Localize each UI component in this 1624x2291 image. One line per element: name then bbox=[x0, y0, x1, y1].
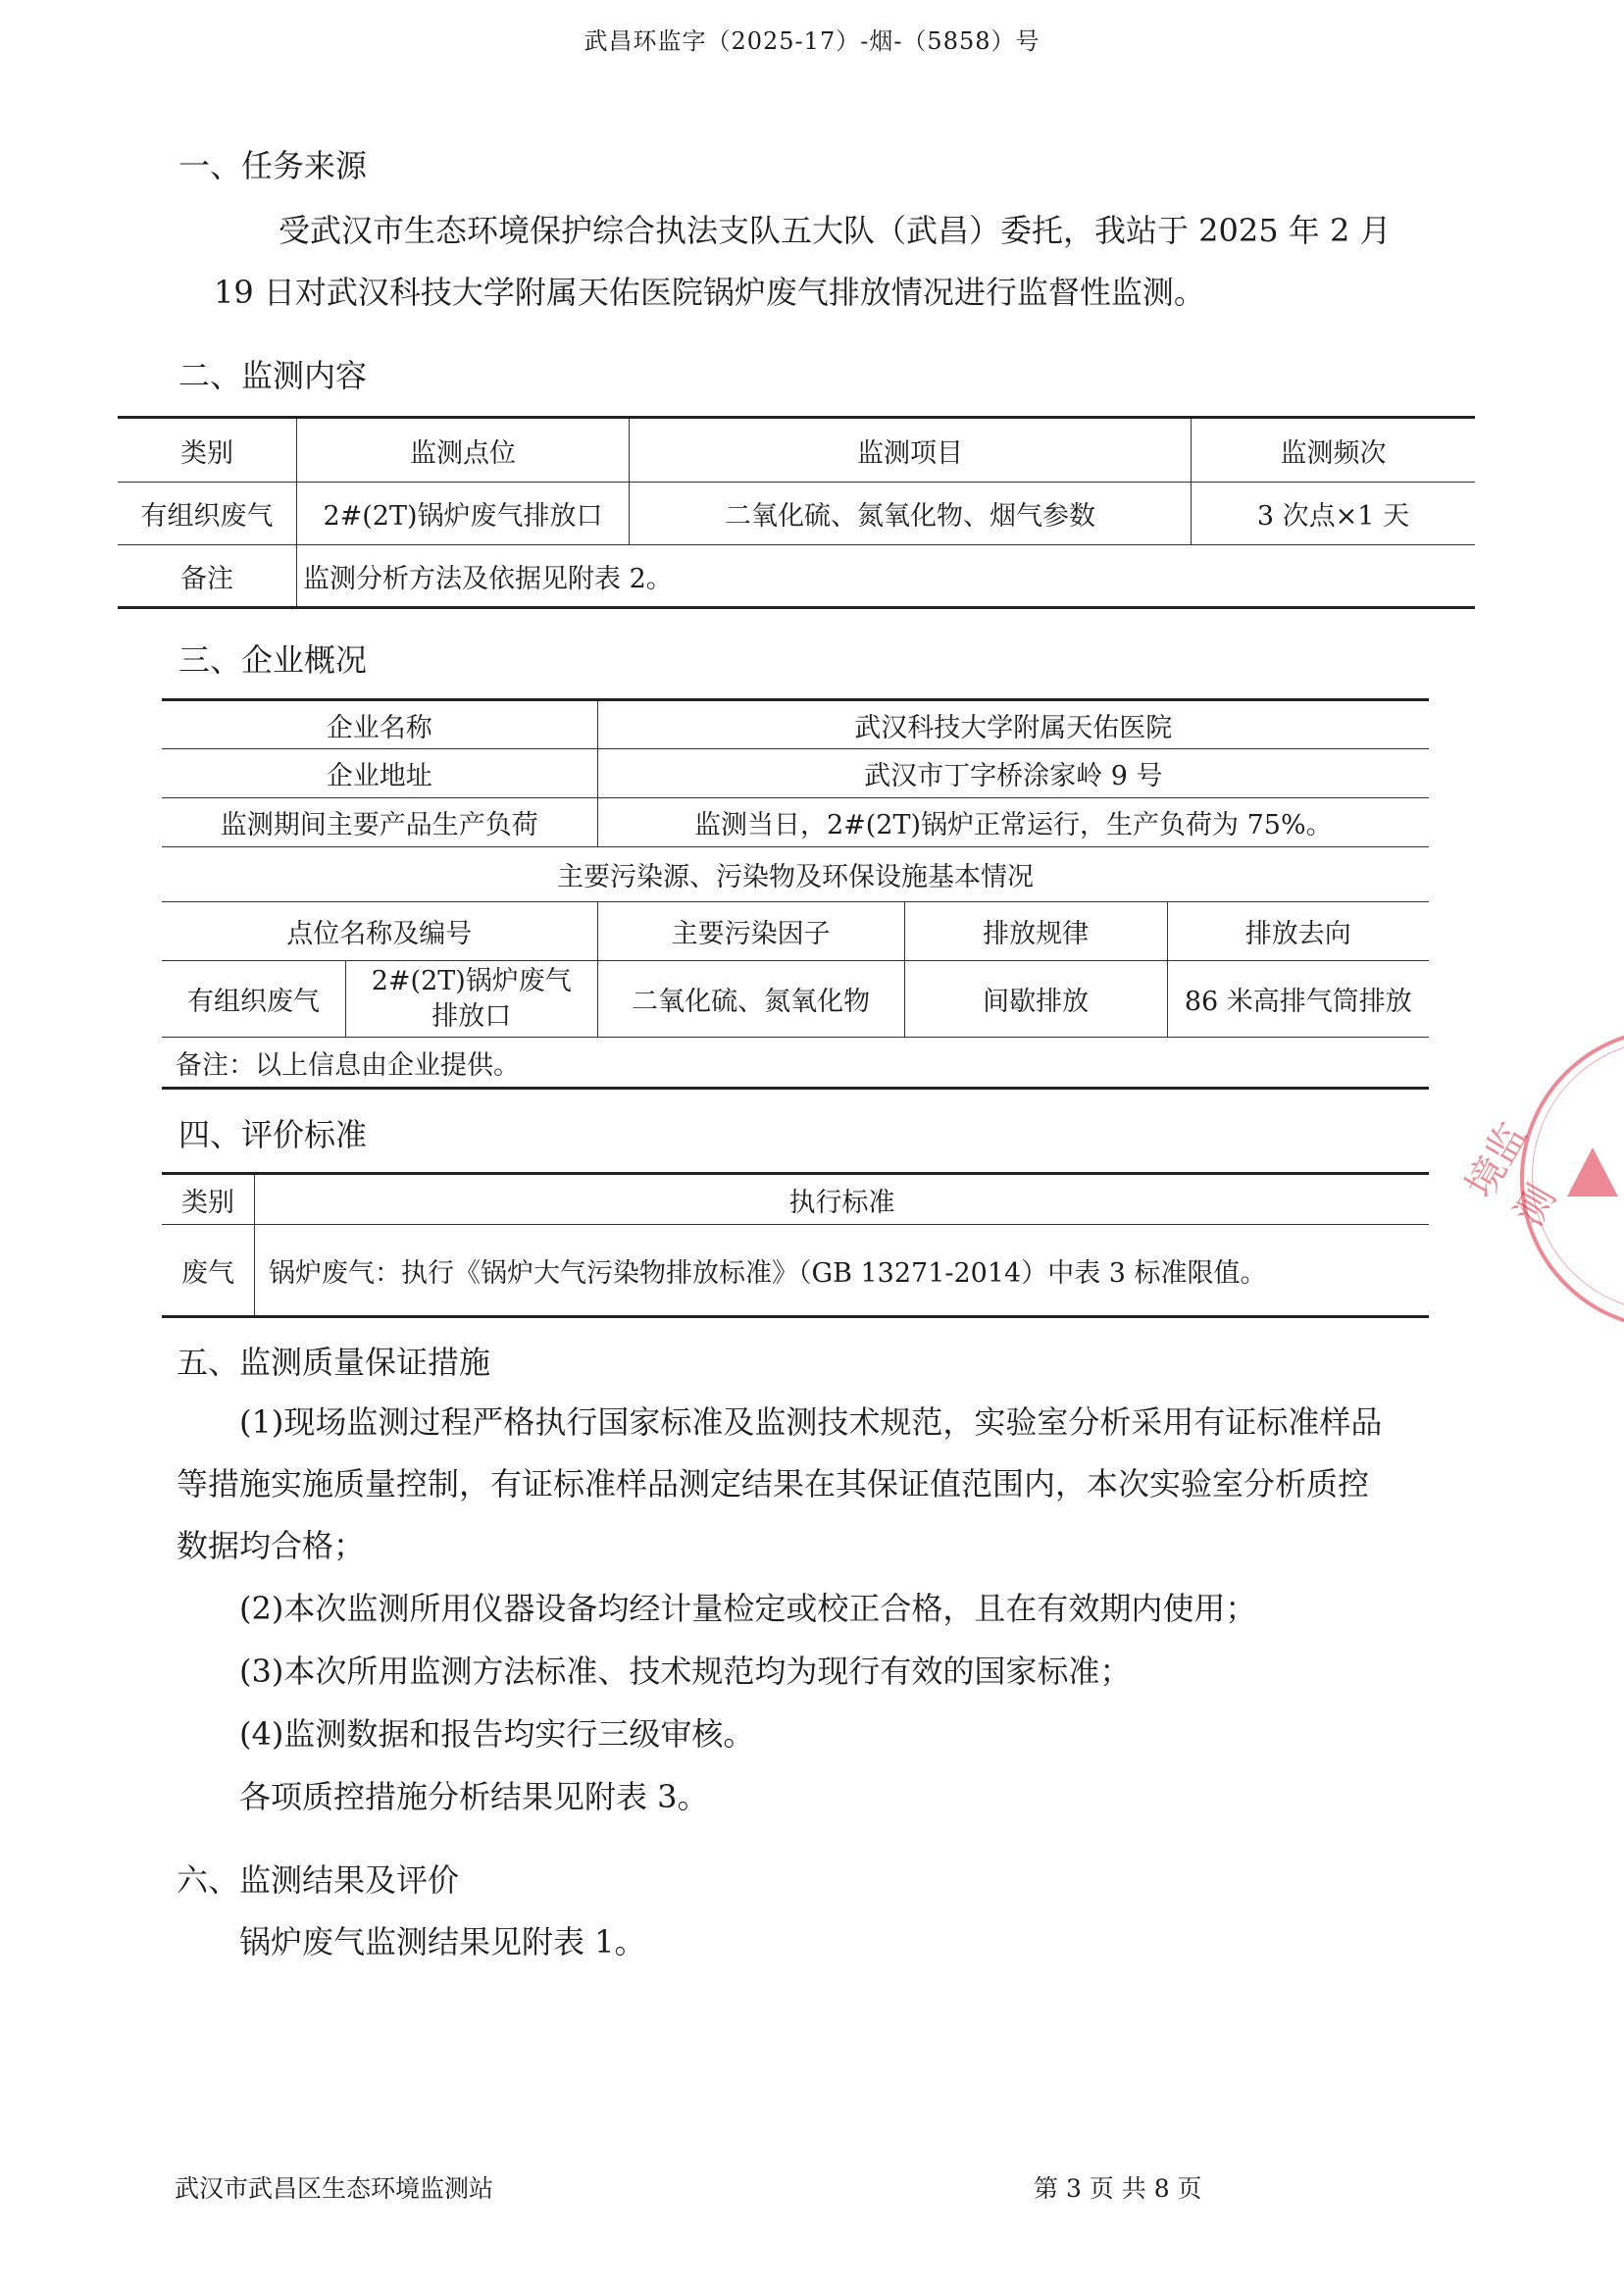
company-overview-table bbox=[162, 698, 1429, 1090]
table-cell: 有组织废气 bbox=[118, 483, 297, 545]
table-cell: 二氧化硫、氮氧化物、烟气参数 bbox=[630, 483, 1192, 545]
header-cell: 排放去向 bbox=[1167, 902, 1429, 961]
section-1-para-line2: 19 日对武汉科技大学附属天佑医院锅炉废气排放情况进行监督性监测。 bbox=[214, 274, 1205, 311]
header-cell: 执行标准 bbox=[255, 1174, 1430, 1225]
section-5-title: 五、监测质量保证措施 bbox=[177, 1344, 491, 1381]
table-cell: 3 次点×1 天 bbox=[1192, 483, 1476, 545]
remark-label: 备注 bbox=[118, 545, 297, 608]
table-row bbox=[162, 798, 1429, 847]
load-value: 监测当日，2#(2T)锅炉正常运行，生产负荷为 75%。 bbox=[597, 798, 1429, 847]
header-cell: 类别 bbox=[118, 418, 297, 483]
table-remark-row bbox=[162, 1038, 1429, 1089]
point-name-line2: 排放口 bbox=[431, 1000, 512, 1032]
company-name-label: 企业名称 bbox=[162, 700, 597, 749]
table-cell bbox=[346, 961, 598, 1038]
table-cell: 锅炉废气：执行《锅炉大气污染物排放标准》（GB 13271-2014）中表 3 标准限值。 bbox=[255, 1225, 1430, 1317]
section-5-p1-line3: 数据均合格； bbox=[177, 1527, 366, 1564]
header-cell: 类别 bbox=[162, 1174, 255, 1225]
section-5-p5: 各项质控措施分析结果见附表 3。 bbox=[239, 1778, 709, 1815]
header-cell: 排放规律 bbox=[904, 902, 1167, 961]
table-row bbox=[162, 700, 1429, 749]
table-header-row bbox=[162, 1174, 1429, 1225]
section-1-title: 一、任务来源 bbox=[178, 147, 368, 184]
address-value: 武汉市丁字桥涂家岭 9 号 bbox=[597, 749, 1429, 798]
official-stamp-text: 境监测 bbox=[1457, 1115, 1565, 1234]
table-remark-row bbox=[118, 545, 1475, 608]
header-cell: 主要污染因子 bbox=[597, 902, 904, 961]
point-name-line1: 2#(2T)锅炉废气 bbox=[371, 965, 572, 996]
table-cell: 86 米高排气筒排放 bbox=[1167, 961, 1429, 1038]
table-header-row bbox=[162, 902, 1429, 961]
section-5-p2: (2)本次监测所用仪器设备均经计量检定或校正合格，且在有效期内使用； bbox=[239, 1590, 1257, 1627]
section-3-title: 三、企业概况 bbox=[178, 641, 368, 679]
section-6-title: 六、监测结果及评价 bbox=[177, 1861, 460, 1899]
section-2-title: 二、监测内容 bbox=[178, 357, 368, 394]
monitoring-content-table bbox=[118, 416, 1475, 609]
table-cell: 二氧化硫、氮氧化物 bbox=[597, 961, 904, 1038]
company-name-value: 武汉科技大学附属天佑医院 bbox=[597, 700, 1429, 749]
header-cell: 监测项目 bbox=[630, 418, 1192, 483]
footer-page-number: 第 3 页 共 8 页 bbox=[1034, 2174, 1202, 2203]
header-cell: 监测点位 bbox=[297, 418, 630, 483]
stamp-star-icon bbox=[1567, 1147, 1618, 1196]
pollution-subheading: 主要污染源、污染物及环保设施基本情况 bbox=[162, 847, 1429, 902]
section-5-p1-line1: (1)现场监测过程严格执行国家标准及监测技术规范，实验室分析采用有证标准样品 bbox=[239, 1403, 1383, 1441]
section-6-p1: 锅炉废气监测结果见附表 1。 bbox=[239, 1923, 646, 1960]
table-header-row bbox=[118, 418, 1475, 483]
load-label: 监测期间主要产品生产负荷 bbox=[162, 798, 597, 847]
section-5-p3: (3)本次所用监测方法标准、技术规范均为现行有效的国家标准； bbox=[239, 1653, 1132, 1690]
table-row bbox=[162, 847, 1429, 902]
section-1-para-line1: 受武汉市生态环境保护综合执法支队五大队（武昌）委托，我站于 2025 年 2 月 bbox=[279, 212, 1392, 249]
section-4-title: 四、评价标准 bbox=[178, 1116, 368, 1153]
table-cell: 间歇排放 bbox=[904, 961, 1167, 1038]
footer-organization: 武汉市武昌区生态环境监测站 bbox=[175, 2174, 494, 2203]
document-number: 武昌环监字（2025-17）-烟-（5858）号 bbox=[584, 27, 1040, 55]
table-row bbox=[118, 483, 1475, 545]
address-label: 企业地址 bbox=[162, 749, 597, 798]
table-cell: 废气 bbox=[162, 1225, 255, 1317]
remark-text: 监测分析方法及依据见附表 2。 bbox=[297, 545, 1476, 608]
table-row bbox=[162, 961, 1429, 1038]
section-5-p4: (4)监测数据和报告均实行三级审核。 bbox=[239, 1715, 755, 1753]
evaluation-standard-table bbox=[162, 1172, 1429, 1318]
remark-text: 备注：以上信息由企业提供。 bbox=[162, 1038, 1429, 1089]
table-cell: 有组织废气 bbox=[162, 961, 346, 1038]
table-row bbox=[162, 749, 1429, 798]
table-cell: 2#(2T)锅炉废气排放口 bbox=[297, 483, 630, 545]
header-cell: 点位名称及编号 bbox=[162, 902, 597, 961]
header-cell: 监测频次 bbox=[1192, 418, 1476, 483]
section-5-p1-line2: 等措施实施质量控制，有证标准样品测定结果在其保证值范围内，本次实验室分析质控 bbox=[177, 1465, 1370, 1502]
table-row bbox=[162, 1225, 1429, 1317]
